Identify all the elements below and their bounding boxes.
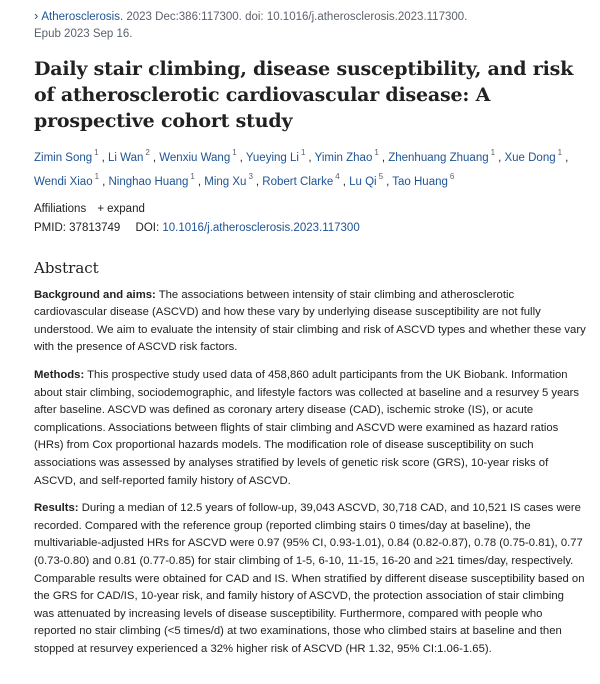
abstract-background (34, 287, 586, 357)
identifiers-row (34, 220, 586, 237)
author-separator: , (386, 175, 390, 188)
section-label: Background and aims: (34, 288, 156, 301)
author-separator: , (565, 151, 569, 164)
author-separator: , (152, 151, 157, 164)
author-name-link[interactable]: Ming Xu (204, 175, 247, 188)
author-name-link[interactable]: Zimin Song (34, 151, 93, 164)
author-affiliation-number[interactable]: 5 (378, 171, 384, 181)
author-separator: , (498, 151, 502, 164)
author-item (349, 171, 390, 188)
author-item (314, 148, 386, 164)
author-affiliation-number[interactable]: 4 (335, 171, 340, 181)
epub-date: Epub 2023 Sep 16. (34, 28, 133, 40)
author-affiliation-number[interactable]: 1 (94, 171, 100, 181)
author-name-link[interactable]: Wenxiu Wang (159, 151, 231, 164)
author-name-link[interactable]: Lu Qi (349, 175, 377, 188)
section-label: Results: (34, 502, 79, 515)
author-affiliation-number[interactable]: 6 (449, 171, 455, 181)
author-affiliation-number[interactable]: 1 (300, 148, 306, 157)
author-list (34, 144, 586, 192)
pmid-label: PMID: (34, 221, 66, 234)
affiliations-row (34, 201, 586, 218)
author-separator: , (381, 151, 386, 164)
author-affiliation-number[interactable]: 1 (557, 148, 563, 157)
chevron-right-icon: › (34, 8, 39, 23)
pmid-value: 37813749 (69, 221, 121, 234)
author-separator: , (102, 175, 106, 188)
section-text: This prospective study used data of 458,860 adult participants from the UK Biobank. Information about stair climbing, sociodemographic, and lifestyle factors was collected at baseline and a resurvey 5 years after baseline. ASCVD was defined as coronary artery disease (CAD), ischemic stroke (IS), or acute complications. Associations between flights of stair climbing and ASCVD were examined as hazard ratios (HRs) from Cox proportional hazards models. The modification role of disease susceptibility on such associations was assessed by analyses stratified by levels of genetic risk score (GRS), 10-year risks of ASCVD, and self-reported family history of ASCVD. (34, 369, 580, 487)
author-name-link[interactable]: Yimin Zhao (314, 151, 373, 164)
section-text: The associations between intensity of stair climbing and atherosclerotic cardiovascular disease (ASCVD) and how these vary by underlying disease susceptibility are not fully understood. We aim to evaluate the intensity of stair climbing and risk of ASCVD types and whether these vary with the presence of ASCVD risk factors. (34, 288, 586, 354)
journal-link[interactable]: Atherosclerosis. (41, 11, 124, 23)
affiliations-label: Affiliations (34, 202, 87, 215)
author-item (204, 171, 260, 188)
abstract-methods (34, 367, 586, 490)
article-title: Daily stair climbing, disease susceptibility, and risk of atherosclerotic cardiovascular disease: A prospective cohort study (34, 58, 574, 132)
author-item (34, 148, 105, 164)
author-separator: , (197, 175, 202, 188)
author-name-link[interactable]: Li Wan (108, 151, 144, 164)
author-name-link[interactable]: Wendi Xiao (34, 175, 93, 188)
citation-line (34, 0, 586, 43)
author-item (108, 171, 202, 188)
author-name-link[interactable]: Robert Clarke (262, 175, 334, 188)
expand-affiliations-button[interactable]: expand (107, 202, 145, 215)
author-affiliation-number[interactable]: 1 (490, 148, 496, 157)
section-label: Methods: (34, 369, 85, 382)
author-affiliation-number[interactable]: 2 (145, 148, 150, 157)
author-name-link[interactable]: Ninghao Huang (108, 175, 189, 188)
author-affiliation-number[interactable]: 1 (94, 148, 99, 157)
author-separator: , (308, 151, 312, 164)
author-affiliation-number[interactable]: 1 (374, 148, 379, 157)
author-affiliation-number[interactable]: 3 (248, 171, 253, 181)
author-item (108, 148, 157, 164)
author-item (504, 148, 569, 164)
section-text: During a median of 12.5 years of follow-up, 39,043 ASCVD, 30,718 CAD, and 10,521 IS cases were recorded. Compared with the reference group (reported climbing stairs 0 times/day at baseline), the multivariable-adjusted HRs for ASCVD were 0.97 (95% CI, 0.93-1.01), 0.84 (0.82-0.87), 0.78 (0.75-0.81), 0.77 (0.73-0.80) and 0.81 (0.77-0.85) for stair climbing of 1-5, 6-10, 11-15, 16-20 and ≥21 times/day, respectively. Comparable results were obtained for CAD and IS. When stratified by different disease susceptibility based on the GRS for CAD/IS, 10-year risk, and family history of ASCVD, the protection association of stair climbing was attenuated by increasing levels of disease susceptibility. Furthermore, compared with people who reported no stair climbing (<5 times/d) at two examinations, those who climbed stairs at baseline and then stopped at resurvey experienced a 32% higher risk of ASCVD (HR 1.32, 95% CI:1.06-1.65). (34, 502, 585, 655)
author-item (392, 171, 457, 188)
doi-label: DOI: (135, 221, 160, 234)
author-name-link[interactable]: Xue Dong (504, 151, 556, 164)
author-item (262, 171, 346, 188)
abstract-results (34, 500, 586, 658)
author-separator: , (255, 175, 260, 188)
author-affiliation-number[interactable]: 1 (232, 148, 237, 157)
author-item (388, 148, 502, 164)
author-item (245, 148, 312, 164)
author-name-link[interactable]: Tao Huang (392, 175, 448, 188)
author-separator: , (101, 151, 105, 164)
author-separator: , (342, 175, 346, 188)
author-affiliation-number[interactable]: 1 (190, 171, 195, 181)
author-item (159, 148, 243, 164)
author-name-link[interactable]: Zhenhuang Zhuang (388, 151, 489, 164)
plus-icon[interactable]: + (97, 202, 105, 215)
author-name-link[interactable]: Yueying Li (245, 151, 299, 164)
doi-link[interactable]: 10.1016/j.atherosclerosis.2023.117300 (162, 221, 360, 234)
author-item (34, 171, 106, 188)
author-separator: , (239, 151, 243, 164)
citation-details: 2023 Dec:386:117300. doi: 10.1016/j.atherosclerosis.2023.117300. (126, 11, 468, 23)
abstract-heading: Abstract (34, 258, 99, 277)
